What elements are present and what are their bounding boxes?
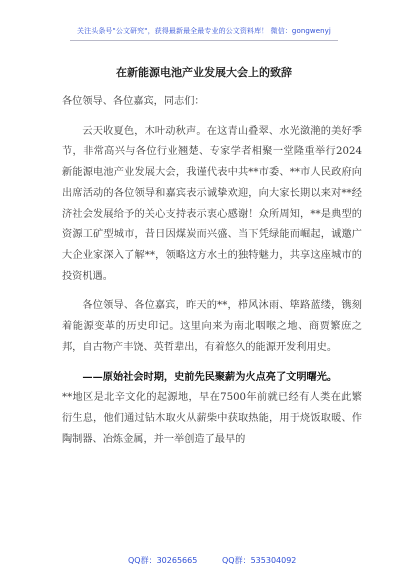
document-title: 在新能源电池产业发展大会上的致辞 — [116, 66, 292, 79]
document-body — [62, 92, 362, 450]
header-notice: 关注头条号"公文研究"，获得最新最全最专业的公文资料库！ 微信：gongwenyj — [77, 27, 331, 35]
paragraph-1: 云天收夏色，木叶动秋声。在这青山叠翠、水光潋滟的美好季节，非常高兴与各位行业翘楚、专家学者相聚一堂隆重举行2024新能源电池产业发展大会，我谨代表中共**市委、**市人民政府向出席活动的各位领导和嘉宾表示诚挚欢迎，向大家长期以来对**经济社会发展给予的关心支持表示衷心感谢！众所周知，**是典型的资源工矿型城市，昔日因煤炭而兴盛、当下凭绿能而崛起，诚邀广大企业家深入了解**，领略这方水土的独特魅力，共享这座城市的投资机遇。 — [62, 125, 362, 282]
paragraph-2: 各位领导、各位嘉宾，昨天的**，栉风沐雨、筚路蓝缕，镌刻着能源变革的历史印记。这里向来为南北咽喉之地、商贾繁庶之邦，自古物产丰饶、英哲辈出，有着悠久的能源开发利用史。 — [62, 300, 362, 353]
footer-qq-group-1: QQ群：30265665 — [128, 556, 198, 565]
section-heading: ——原始社会时期，史前先民聚薪为火点亮了文明曙光。 — [82, 371, 338, 384]
paragraph-3: **地区是北辛文化的起源地，早在7500年前就已经有人类在此繁衍生息，他们通过钻木取火从薪柴中获取热能，用于烧饭取暖、作陶制器、冶炼金属，并一举创造了最早的 — [62, 392, 362, 445]
footer-qq-group-2: QQ群：535304092 — [222, 556, 297, 565]
salutation: 各位领导、各位嘉宾，同志们： — [62, 96, 205, 107]
header-divider — [70, 40, 338, 41]
